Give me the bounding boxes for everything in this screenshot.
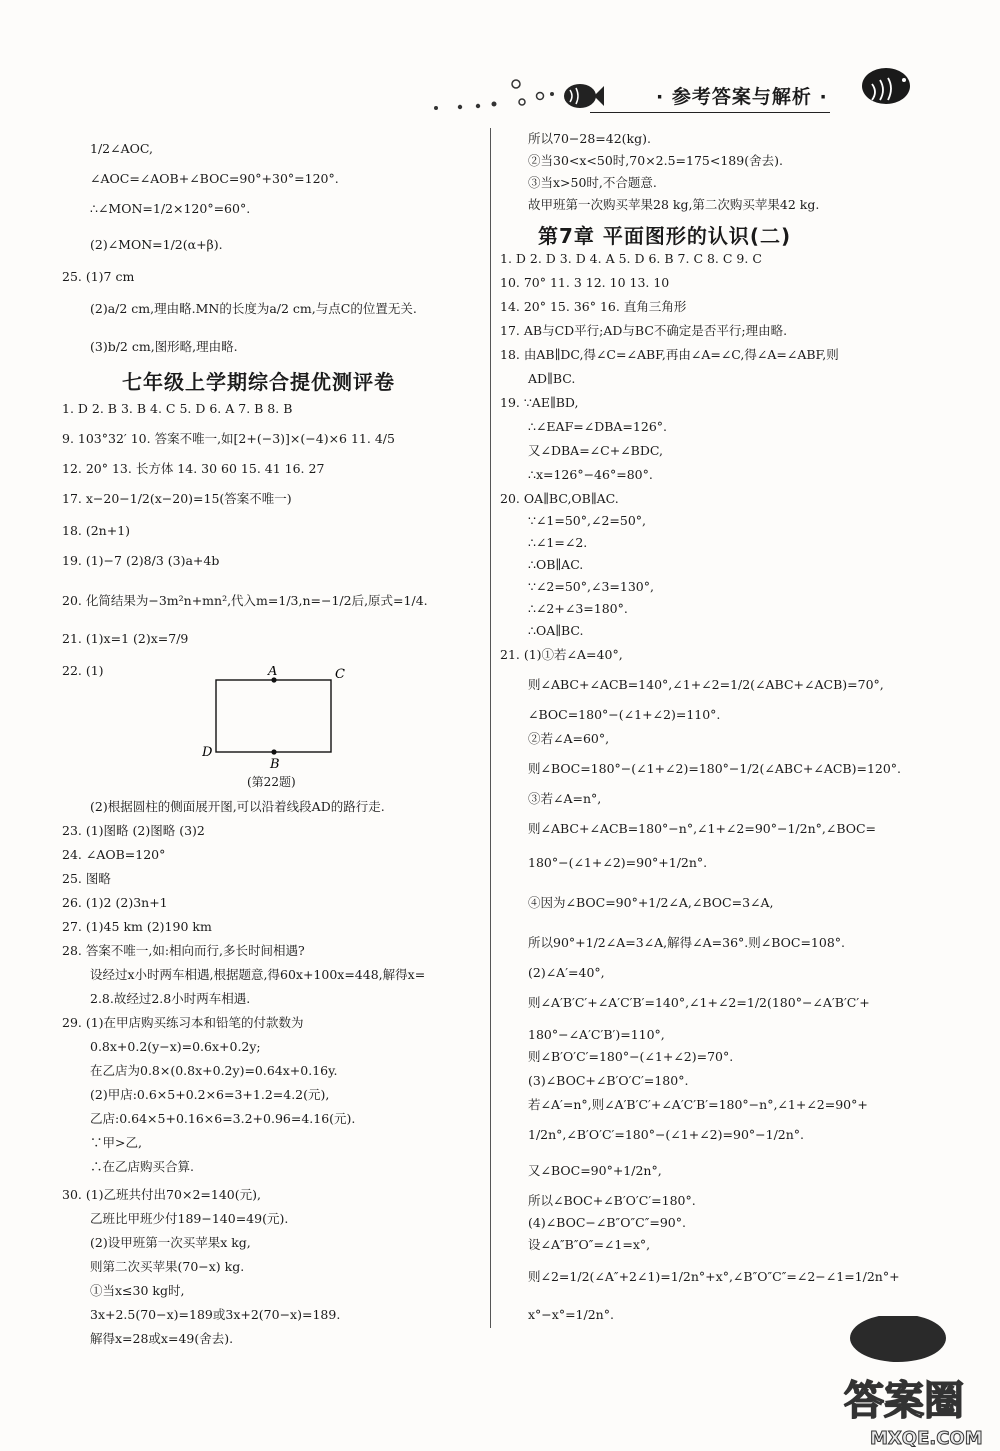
answer-line: ∴∠EAF=∠DBA=126°. bbox=[528, 419, 667, 434]
answer-line: 20. OA∥BC,OB∥AC. bbox=[500, 491, 619, 506]
answer-line: 又∠BOC=90°+1/2n°, bbox=[528, 1163, 662, 1178]
answer-line: 则第二次买苹果(70−x) kg. bbox=[90, 1259, 245, 1274]
answer-line: 则∠ABC+∠ACB=140°,∠1+∠2=1/2(∠ABC+∠ACB)=70°, bbox=[528, 677, 884, 692]
answer-line: ∴在乙店购买合算. bbox=[90, 1159, 194, 1174]
watermark-site: MXQE.COM bbox=[870, 1428, 983, 1449]
answer-line: 若∠A′=n°,则∠A′B′C′+∠A′C′B′=180°−n°,∠1+∠2=90°+ bbox=[528, 1097, 868, 1112]
answer-line: 所以90°+1/2∠A=3∠A,解得∠A=36°.则∠BOC=108°. bbox=[528, 935, 846, 950]
section-title-chapter-7: 第7章 平面图形的认识(二) bbox=[538, 224, 792, 248]
section-title-comprehensive-test: 七年级上学期综合提优测评卷 bbox=[122, 370, 395, 394]
answer-line: (2)a/2 cm,理由略.MN的长度为a/2 cm,与点C的位置无关. bbox=[90, 301, 417, 316]
answer-line: (2)甲店:0.6×5+0.2×6=3+1.2=4.2(元), bbox=[90, 1087, 330, 1102]
answer-line: ∵甲>乙, bbox=[90, 1135, 142, 1150]
header-title: · 参考答案与解析 · bbox=[656, 86, 828, 108]
answer-line: 解得x=28或x=49(舍去). bbox=[90, 1331, 234, 1346]
answer-line: ∴∠1=∠2. bbox=[528, 535, 588, 550]
answer-line: 则∠B′O′C′=180°−(∠1+∠2)=70°. bbox=[528, 1049, 734, 1064]
figure-caption: (第22题) bbox=[247, 775, 296, 789]
fish-left-icon bbox=[560, 78, 604, 114]
answer-line: ∴x=126°−46°=80°. bbox=[528, 467, 653, 482]
answer-line: 所以∠BOC+∠B′O′C′=180°. bbox=[528, 1193, 696, 1208]
answer-line: 19. (1)−7 (2)8/3 (3)a+4b bbox=[62, 553, 220, 568]
answer-line: 25. 图略 bbox=[62, 871, 111, 886]
answer-line: 2.8.故经过2.8小时两车相遇. bbox=[90, 991, 251, 1006]
answer-line: ∴OB∥AC. bbox=[528, 557, 584, 572]
page-header bbox=[0, 60, 1000, 120]
answer-line: 设经过x小时两车相遇,根据题意,得60x+100x=448,解得x= bbox=[90, 967, 426, 982]
answer-line: (3)b/2 cm,图形略,理由略. bbox=[90, 339, 238, 354]
answer-line: ②当30<x<50时,70×2.5=175<189(舍去). bbox=[528, 153, 783, 168]
answer-line: 9. 103°32′ 10. 答案不唯一,如[2+(−3)]×(−4)×6 11. 4/5 bbox=[62, 431, 395, 446]
answer-line: ∵∠1=50°,∠2=50°, bbox=[528, 513, 647, 528]
answer-line: 1/2n°,∠B′O′C′=180°−(∠1+∠2)=90°−1/2n°. bbox=[528, 1127, 805, 1142]
answer-line: 180°−(∠1+∠2)=90°+1/2n°. bbox=[528, 855, 708, 870]
watermark-text: 答案圈 bbox=[844, 1378, 964, 1424]
figure-label-b: B bbox=[270, 757, 280, 772]
fish-right-icon bbox=[858, 64, 916, 108]
answer-line: ∠AOC=∠AOB+∠BOC=90°+30°=120°. bbox=[90, 171, 339, 186]
answer-line: ∴OA∥BC. bbox=[528, 623, 584, 638]
answer-line: 1. D 2. D 3. D 4. A 5. D 6. B 7. C 8. C 9. C bbox=[500, 251, 762, 266]
answer-line: 17. AB与CD平行;AD与BC不确定是否平行;理由略. bbox=[500, 323, 788, 338]
answer-line: x°−x°=1/2n°. bbox=[528, 1307, 614, 1322]
answer-line: ∴∠MON=1/2×120°=60°. bbox=[90, 201, 251, 216]
answer-line: (4)∠BOC−∠B″O″C″=90°. bbox=[528, 1215, 686, 1230]
answer-line: (2)∠A′=40°, bbox=[528, 965, 605, 980]
answer-line: 又∠DBA=∠C+∠BDC, bbox=[528, 443, 663, 458]
answer-line: 乙班比甲班少付189−140=49(元). bbox=[90, 1211, 289, 1226]
answer-line: 则∠ABC+∠ACB=180°−n°,∠1+∠2=90°−1/2n°,∠BOC= bbox=[528, 821, 877, 836]
figure-label-c: C bbox=[335, 667, 345, 682]
answer-line: (2)∠MON=1/2(α+β). bbox=[90, 237, 223, 252]
answer-line: 27. (1)45 km (2)190 km bbox=[62, 919, 212, 934]
answer-line: ∴∠2+∠3=180°. bbox=[528, 601, 628, 616]
answer-line: (3)∠BOC+∠B′O′C′=180°. bbox=[528, 1073, 689, 1088]
answer-line: 28. 答案不唯一,如:相向而行,多长时间相遇? bbox=[62, 943, 305, 958]
answer-line: 25. (1)7 cm bbox=[62, 269, 135, 284]
answer-line: ①当x≤30 kg时, bbox=[90, 1283, 185, 1298]
figure-label-d: D bbox=[202, 745, 213, 760]
answer-line: 乙店:0.64×5+0.16×6=3.2+0.96=4.16(元). bbox=[90, 1111, 356, 1126]
answer-line: 0.8x+0.2(y−x)=0.6x+0.2y; bbox=[90, 1039, 261, 1054]
answer-line: 29. (1)在甲店购买练习本和铅笔的付款数为 bbox=[62, 1015, 304, 1030]
watermark-logo bbox=[836, 1316, 1000, 1451]
rectangle-figure bbox=[202, 666, 362, 786]
answer-line: ∠BOC=180°−(∠1+∠2)=110°. bbox=[528, 707, 721, 722]
answer-line: 23. (1)图略 (2)图略 (3)2 bbox=[62, 823, 205, 838]
answer-line: 18. 由AB∥DC,得∠C=∠ABF,再由∠A=∠C,得∠A=∠ABF,则 bbox=[500, 347, 839, 362]
header-rule bbox=[590, 112, 830, 113]
answer-line: 设∠A″B″O″=∠1=x°, bbox=[528, 1237, 651, 1252]
answer-line: 则∠BOC=180°−(∠1+∠2)=180°−1/2(∠ABC+∠ACB)=120°. bbox=[528, 761, 902, 776]
answer-line: 17. x−20−1/2(x−20)=15(答案不唯一) bbox=[62, 491, 292, 506]
answer-line: AD∥BC. bbox=[528, 371, 576, 386]
answer-line: 3x+2.5(70−x)=189或3x+2(70−x)=189. bbox=[90, 1307, 341, 1322]
figure-label-a: A bbox=[268, 666, 278, 679]
answer-line: 180°−∠A′C′B′)=110°, bbox=[528, 1027, 665, 1042]
answer-line: 14. 20° 15. 36° 16. 直角三角形 bbox=[500, 299, 687, 314]
answer-line: 21. (1)①若∠A=40°, bbox=[500, 647, 623, 662]
answer-line: 1/2∠AOC, bbox=[90, 141, 153, 156]
answer-line: (2)根据圆柱的侧面展开图,可以沿着线段AD的路行走. bbox=[90, 799, 385, 814]
answer-line: 21. (1)x=1 (2)x=7/9 bbox=[62, 631, 189, 646]
answer-line: 22. (1) bbox=[62, 663, 104, 678]
answer-line: (2)设甲班第一次买苹果x kg, bbox=[90, 1235, 251, 1250]
answer-line: 24. ∠AOB=120° bbox=[62, 847, 166, 862]
answer-line: 在乙店为0.8×(0.8x+0.2y)=0.64x+0.16y. bbox=[90, 1063, 338, 1078]
answer-line: 10. 70° 11. 3 12. 10 13. 10 bbox=[500, 275, 670, 290]
answer-line: 30. (1)乙班共付出70×2=140(元), bbox=[62, 1187, 261, 1202]
answer-line: 所以70−28=42(kg). bbox=[528, 131, 651, 146]
answer-line: ③当x>50时,不合题意. bbox=[528, 175, 657, 190]
answer-line: ④因为∠BOC=90°+1/2∠A,∠BOC=3∠A, bbox=[528, 895, 774, 910]
answer-line: 18. (2n+1) bbox=[62, 523, 131, 538]
answer-line: 19. ∵AE∥BD, bbox=[500, 395, 579, 410]
answer-line: ②若∠A=60°, bbox=[528, 731, 610, 746]
answer-line: ∵∠2=50°,∠3=130°, bbox=[528, 579, 654, 594]
answer-line: 则∠A′B′C′+∠A′C′B′=140°,∠1+∠2=1/2(180°−∠A′B′C′+ bbox=[528, 995, 870, 1010]
answer-line: 故甲班第一次购买苹果28 kg,第二次购买苹果42 kg. bbox=[528, 197, 820, 212]
answer-line: 12. 20° 13. 长方体 14. 30 60 15. 41 16. 27 bbox=[62, 461, 325, 476]
answer-line: 则∠2=1/2(∠A″+2∠1)=1/2n°+x°,∠B″O″C″=∠2−∠1=1/2n°+ bbox=[528, 1269, 900, 1284]
answer-line: 1. D 2. B 3. B 4. C 5. D 6. A 7. B 8. B bbox=[62, 401, 293, 416]
answer-line: 26. (1)2 (2)3n+1 bbox=[62, 895, 168, 910]
answer-line: 20. 化简结果为−3m²n+mn²,代入m=1/3,n=−1/2后,原式=1/4. bbox=[62, 593, 428, 608]
answer-line: ③若∠A=n°, bbox=[528, 791, 602, 806]
column-divider bbox=[490, 128, 491, 1328]
